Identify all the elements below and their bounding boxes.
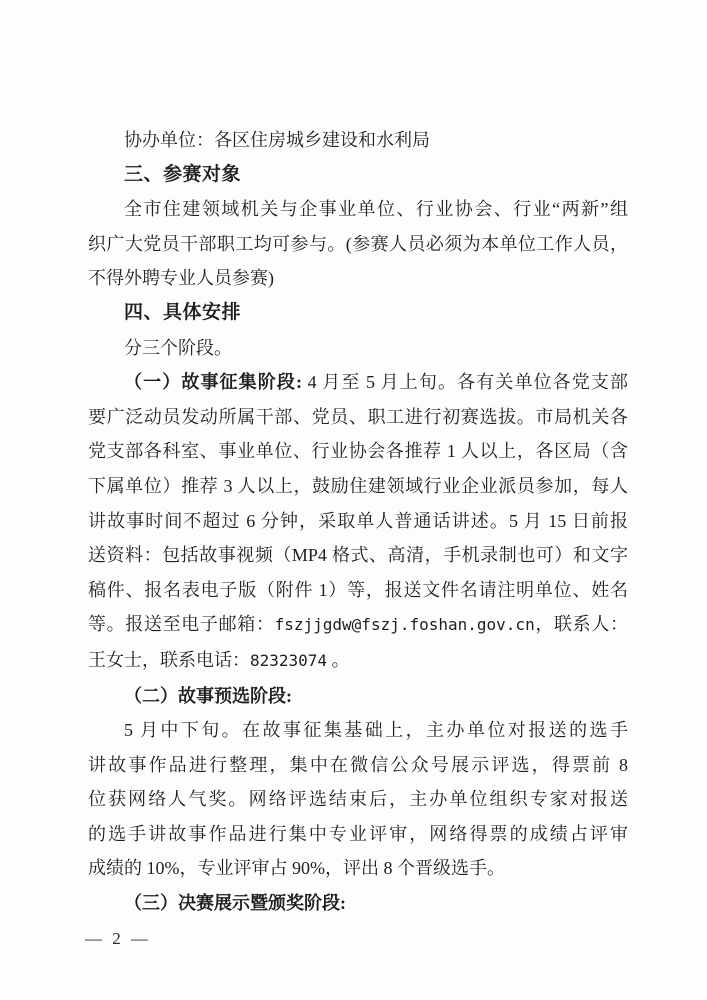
phase-2-body-line: 成绩的 10%，专业评审占 90%，评出 8 个晋级选手。 bbox=[88, 858, 505, 879]
section-4-heading: 四、具体安排 bbox=[124, 301, 242, 323]
phase-2-body-line: 5 月中下旬。在故事征集基础上，主办单位对报送的选手 bbox=[124, 720, 628, 741]
document-page-content bbox=[88, 123, 628, 921]
contact-line-prefix: 王女士，联系电话： bbox=[88, 649, 250, 670]
phase-2-body-line: 讲故事作品进行整理，集中在微信公众号展示评选，得票前 8 bbox=[88, 754, 628, 775]
section-3-body-line: 不得外聘专业人员参赛) bbox=[88, 268, 274, 289]
phase-1-body-line: 要广泛动员发动所属干部、党员、职工进行初赛选拔。市局机关各 bbox=[88, 406, 628, 427]
section-3-body-line: 织广大党员干部职工均可参与。(参赛人员必须为本单位工作人员， bbox=[88, 233, 628, 254]
section-3-body-line: 全市住建领域机关与企事业单位、行业协会、行业“两新”组 bbox=[124, 199, 628, 220]
phase-1-body-line: 送资料：包括故事视频（MP4 格式、高清，手机录制也可）和文字 bbox=[88, 545, 628, 566]
phase-1-contact-line bbox=[88, 643, 628, 679]
email-line-prefix: 等。报送至电子邮箱： bbox=[88, 614, 275, 635]
email-address: fszjjgdw@fszj.foshan.gov.cn bbox=[274, 615, 535, 635]
phase-1-first-line bbox=[88, 365, 628, 400]
email-line-suffix: ，联系人： bbox=[534, 614, 629, 635]
phase-1-heading: （一）故事征集阶段: bbox=[124, 372, 302, 393]
phase-1-body-line: 下属单位）推荐 3 人以上，鼓励住建领域行业企业派员参加，每人 bbox=[88, 475, 628, 496]
phase-2-heading: （二）故事预选阶段: bbox=[124, 685, 292, 706]
page-number: — 2 — bbox=[85, 929, 151, 948]
section-4-intro-line: 分三个阶段。 bbox=[124, 337, 232, 358]
phase-3-heading-line bbox=[88, 886, 628, 921]
phase-2-body-line: 位获网络人气奖。网络评选结束后，主办单位组织专家对报送 bbox=[88, 789, 628, 810]
phone-number: 82323074 bbox=[250, 650, 328, 670]
phase-2-heading-line bbox=[88, 679, 628, 714]
phase-1-body-line: 稿件、报名表电子版（附件 1）等，报送文件名请注明单位、姓名 bbox=[88, 579, 628, 600]
phase-1-body-text: 4 月至 5 月上旬。各有关单位各党支部 bbox=[302, 372, 628, 393]
section-3-heading: 三、参赛对象 bbox=[124, 163, 242, 185]
contact-line-suffix: 。 bbox=[327, 649, 350, 670]
phase-1-body-line: 党支部各科室、事业单位、行业协会各推荐 1 人以上，各区局（含 bbox=[88, 441, 628, 462]
phase-3-heading: （三）决赛展示暨颁奖阶段: bbox=[124, 893, 346, 914]
phase-2-body-line: 的选手讲故事作品进行集中专业评审，网络得票的成绩占评审 bbox=[88, 823, 628, 844]
co-organizer-line: 协办单位：各区住房城乡建设和水利局 bbox=[124, 130, 430, 150]
phase-1-body-line: 讲故事时间不超过 6 分钟，采取单人普通话讲述。5 月 15 日前报 bbox=[88, 510, 628, 531]
phase-1-email-line bbox=[88, 607, 628, 643]
